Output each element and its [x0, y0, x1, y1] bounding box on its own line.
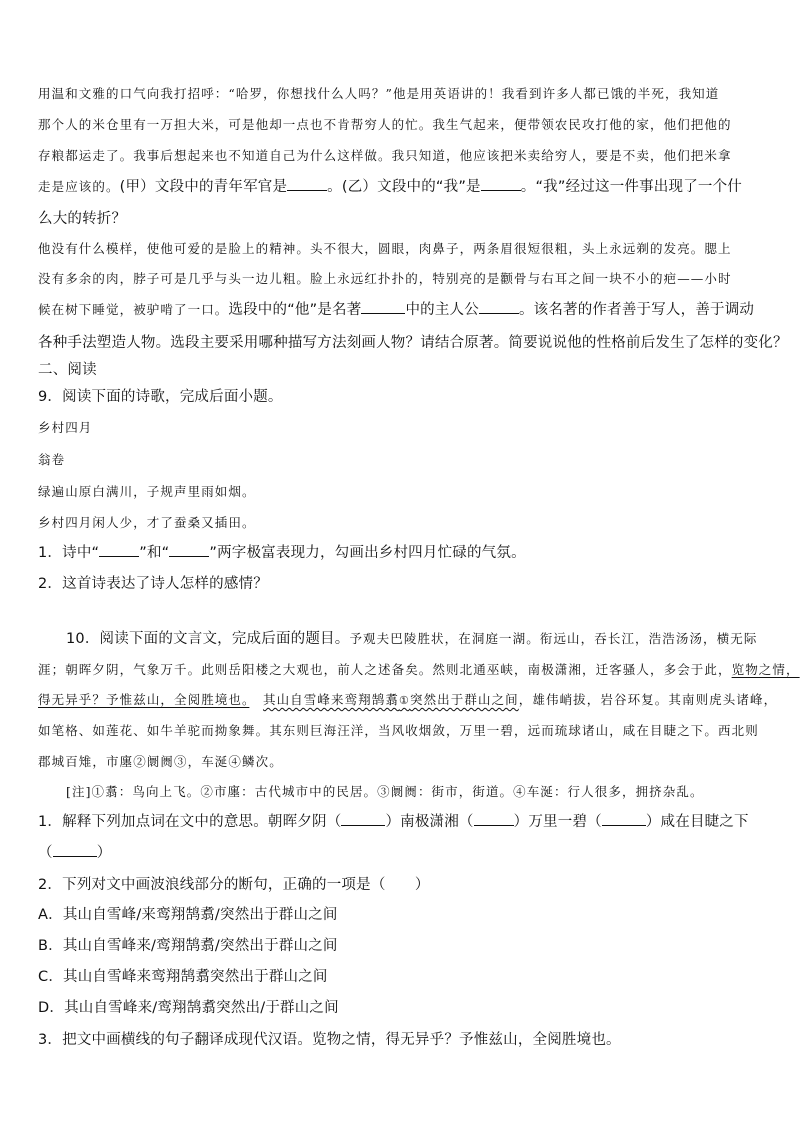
question-line [38, 298, 764, 319]
question-text: ） [96, 845, 112, 861]
question-text: ）咸在目睫之下 [645, 814, 749, 830]
poem-title: 乡村四月 [38, 420, 93, 435]
passage-text: ，雄伟峭拔，岩谷环复。其南则虎头诸峰， [518, 692, 778, 707]
question-text: 。(乙）文段中的“我”是 [327, 179, 481, 195]
question-text: ）万里一碧（ [513, 814, 602, 830]
note-marker: ① [399, 694, 410, 707]
question-line [66, 627, 764, 648]
answer-blank[interactable] [474, 813, 514, 826]
passage-text: 候在树下睡觉，被驴啃了一口。 [38, 302, 229, 317]
question-title: 9．阅读下面的诗歌，完成后面小题。 [38, 389, 283, 405]
poem-line: 绿遍山原白满川，子规声里雨如烟。 [38, 484, 256, 499]
passage-line: 他没有什么模样，使他可爱的是脸上的精神。头不很大，圆眼，肉鼻子，两条眉很短很粗，头上永远剃的发亮。腮上 [38, 241, 732, 256]
question-text: 中的主人公 [405, 302, 479, 318]
passage-line: 郡城百雉，市廛②阛阓③，车涎④鳞次。 [38, 754, 283, 769]
passage-text: 涯；朝晖夕阴，气象万千。此则岳阳楼之大观也，前人之述备矣。然则北通巫峡，南极潇湘，迁客骚人，多会于此， [38, 662, 732, 677]
question-text: 选段中的“他”是名著 [228, 302, 362, 318]
answer-blank[interactable] [361, 301, 405, 314]
question-text: ”和“ [139, 545, 170, 561]
question-line [38, 810, 764, 831]
question-title: 10．阅读下面的文言文，完成后面的题目。 [66, 631, 350, 647]
question-text: 。“我”经过这一件事出现了一个什 [520, 179, 742, 195]
question-line [38, 175, 764, 196]
question-text: （ [38, 845, 53, 861]
passage-text: 予观夫巴陵胜状，在洞庭一湖。衔远山，吞长江，浩浩汤汤，横无际 [349, 631, 758, 646]
answer-blank[interactable] [169, 544, 209, 557]
question-line [38, 841, 764, 862]
question-line: 3．把文中画横线的句子翻译成现代汉语。览物之情，得无异乎？予惟兹山，全阅胜境也。 [38, 1032, 621, 1048]
underlined-sentence: 予惟兹山，全阅胜境也。 [106, 692, 250, 707]
question-text: ）南极潇湘（ [385, 814, 474, 830]
option-b[interactable]: B．其山自雪峰来/鸾翔鹄翥/突然出于群山之间 [38, 938, 338, 954]
passage-line [38, 660, 800, 678]
answer-blank[interactable] [479, 301, 519, 314]
question-text: (甲）文段中的青年军官是 [119, 179, 288, 195]
wavy-underlined-text: 其山自雪峰来鸾翔鹄翥 [262, 692, 399, 707]
passage-line: 如笔格、如莲花、如牛羊驼而拗象舞。其东则巨海汪洋，当风收烟敛，万里一碧，远而琉球诸山，咸在目睫之下。西北则 [38, 723, 759, 738]
passage-line [38, 690, 778, 708]
section-heading: 二、阅读 [38, 362, 97, 378]
answer-blank[interactable] [287, 178, 327, 191]
footnotes: [注]①翥：鸟向上飞。②市廛：古代城市中的民居。③阛阓：街市，街道。④车涎：行人很多，拥挤杂乱。 [66, 784, 704, 799]
passage-text: 走是应该的。 [38, 179, 120, 194]
passage-line: 没有多余的肉，脖子可是几乎与头一边儿粗。脸上永远红扑扑的，特别亮的是颧骨与右耳之间一块不小的疤——小时 [38, 271, 732, 286]
passage-line: 用温和文雅的口气向我打招呼：“哈罗，你想找什么人吗？”他是用英语讲的！我看到许多人都已饿的半死，我知道 [38, 86, 720, 101]
answer-blank[interactable] [53, 844, 97, 857]
question-line: 2．下列对文中画波浪线部分的断句，正确的一项是（ ） [38, 877, 430, 893]
answer-blank[interactable] [481, 178, 521, 191]
answer-blank[interactable] [602, 813, 646, 826]
question-text: ”两字极富表现力，勾画出乡村四月忙碌的气氛。 [209, 545, 526, 561]
question-line [38, 541, 764, 562]
option-d[interactable]: D．其山自雪峰来/鸾翔鹄翥突然出/于群山之间 [38, 1000, 339, 1016]
answer-blank[interactable] [341, 813, 385, 826]
option-a[interactable]: A．其山自雪峰/来鸾翔鹄翥/突然出于群山之间 [38, 907, 338, 923]
poem-line: 乡村四月闲人少，才了蚕桑又插田。 [38, 515, 256, 530]
answer-blank[interactable] [99, 544, 139, 557]
question-line: 2．这首诗表达了诗人怎样的感情？ [38, 576, 268, 592]
question-text: 1．解释下列加点词在文中的意思。朝晖夕阴（ [38, 814, 342, 830]
question-text: 1．诗中“ [38, 545, 100, 561]
underlined-sentence: 得无异乎？ [38, 692, 107, 707]
question-line: 么大的转折？ [38, 211, 127, 227]
poem-author: 翁卷 [38, 452, 66, 467]
wavy-underlined-text: 突然出于群山之间 [409, 692, 519, 707]
passage-line: 那个人的米仓里有一万担大米，可是他却一点也不肯帮穷人的忙。我生气起来，便带领农民攻打他的家，他们把他的 [38, 117, 732, 132]
underlined-sentence: 览物之情， [731, 662, 800, 677]
question-line: 各种手法塑造人物。选段主要采用哪种描写方法刻画人物？请结合原著。简要说说他的性格前后发生了怎样的变化？ [38, 335, 788, 351]
passage-line: 存粮都运走了。我事后想起来也不知道自己为什么这样做。我只知道，他应该把米卖给穷人，要是不卖，他们把米拿 [38, 148, 732, 163]
question-text: 。该名著的作者善于写人，善于调动 [518, 302, 755, 318]
option-c[interactable]: C．其山自雪峰来鸾翔鹄翥突然出于群山之间 [38, 969, 328, 985]
